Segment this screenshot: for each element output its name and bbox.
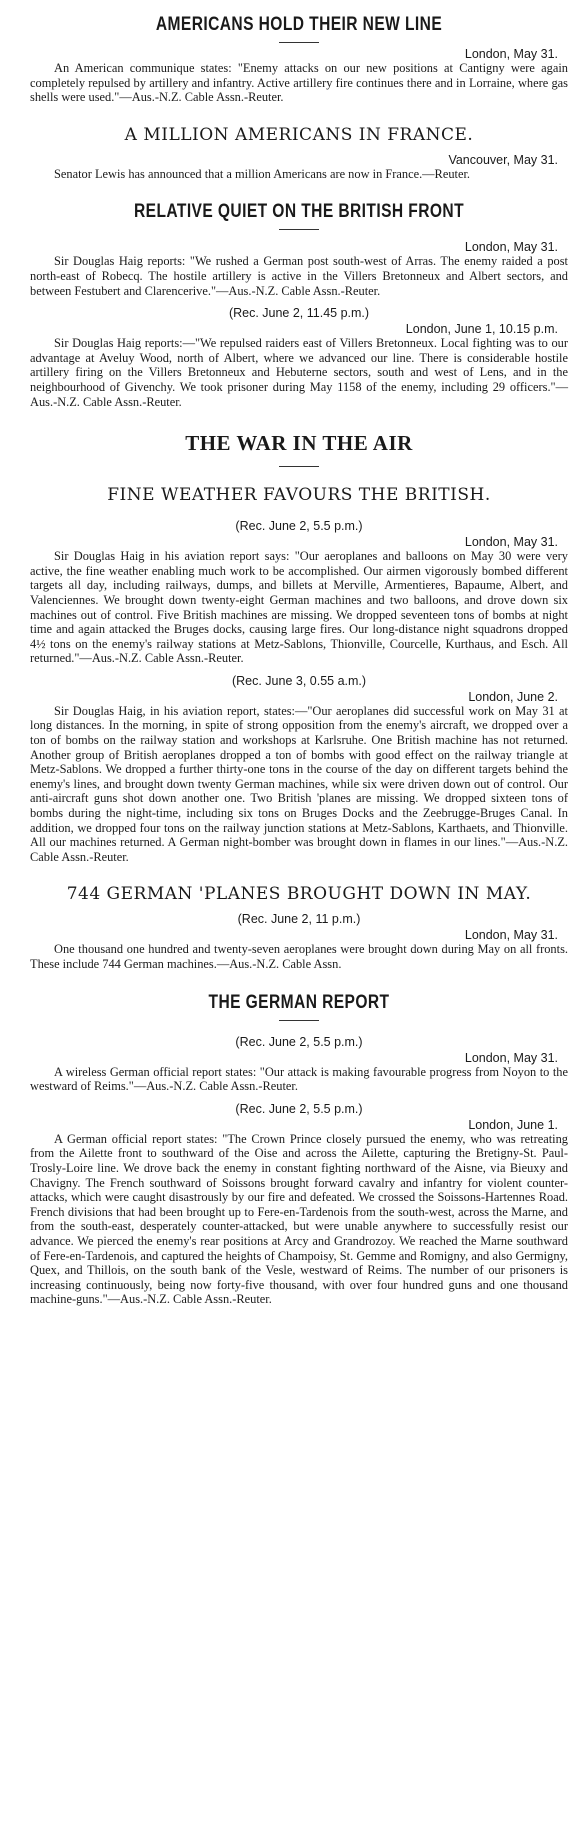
dateline: London, May 31. bbox=[464, 928, 558, 943]
article-million-americans bbox=[30, 105, 568, 182]
received-note: (Rec. June 2, 5.5 p.m.) bbox=[235, 1034, 363, 1049]
article-german-report bbox=[30, 972, 568, 1307]
article-british-front bbox=[30, 181, 568, 409]
dateline: Vancouver, May 31. bbox=[448, 152, 558, 167]
article-body: Sir Douglas Haig reports: "We rushed a German post south-west of Arras. The enemy raided a post north-east of Robecq. The hostile artillery is active in the Villers Bretonneux and Albert sectors, and between Festubert and Clarencerive."—Aus.-N.Z. Cable Assn.-Reuter. bbox=[30, 254, 568, 298]
headline: FINE WEATHER FAVOURS THE BRITISH. bbox=[107, 485, 491, 506]
article-body: A German official report states: "The Crown Prince closely pursued the enemy, who was retreating from the Ailette front to southward of the Oise and across the Ailette, capturing the Bretigny-St. Paul-Trosly-Loire line. We drove back the enemy in constant fighting northward of the Aisne, via Bieuxy and Chavigny. The French southward of Soissons brought forward cavalry and infantry for violent counter-attacks, which were caught disastrously by our fire and defeated. We crossed the Soissons-Hartennes Road. French divisions that had been brought up to Fere-en-Tardenois from the south-west, across the Marne, and from the south-east, desperately counter-attacked, but were unable anywhere to successfully resist our advance. We pierced the enemy's rear positions at Arcy and Grandrozoy. We reached the Marne southward of Fere-en-Tardenois, and captured the heights of Champoisy, St. Gemme and Romigny, and also Germigny, Quex, and Thillois, on the south bank of the Vesle, westward of Reims. The number of our prisoners is increasing continuously, being now forty-five thousand, with over four hundred guns and one thousand machine-guns."—Aus.-N.Z. Cable Assn.-Reuter. bbox=[30, 1131, 568, 1307]
dateline: London, May 31. bbox=[464, 535, 558, 550]
article-body: A wireless German official report states: "Our attack is making favourable progress from Noyon to the westward of Reims."—Aus.-N.Z. Cable Assn.-Reuter. bbox=[30, 1064, 568, 1094]
headline: RELATIVE QUIET ON THE BRITISH FRONT bbox=[134, 201, 464, 223]
divider bbox=[279, 1020, 319, 1021]
article-fine-weather bbox=[30, 471, 568, 864]
dateline: London, May 31. bbox=[464, 47, 558, 61]
dateline: London, June 1, 10.15 p.m. bbox=[405, 322, 558, 337]
dateline: London, June 2. bbox=[468, 689, 558, 704]
article-body: An American communique states: "Enemy attacks on our new positions at Cantigny were again completely repulsed by artillery and infantry. Active artillery fire continues there and in Lorraine, where gas shells were used."—Aus.-N.Z. Cable Assn.-Reuter. bbox=[30, 61, 568, 105]
headline: AMERICANS HOLD THEIR NEW LINE bbox=[155, 14, 443, 35]
received-note: (Rec. June 2, 11 p.m.) bbox=[237, 912, 361, 927]
article-body: Sir Douglas Haig, in his aviation report, states:—"Our aeroplanes did successful work on May 31 at long distances. In the morning, in spite of strong opposition from the enemy's aircraft, we dropped over a ton of bombs on the railway station and workshops at Karlsruhe. One British machine has not returned. Another group of British aeroplanes dropped a ton of bombs with good effect on the railway triangle at Metz-Sablons. We dropped a further thirty-one tons in the course of the day on different targets behind the enemy's lines, and brought down twenty German machines, while six were driven down out of control. Our anti-aircraft guns shot down another one. Two British 'planes are missing. We dropped sixteen tons of bombs during the night-time, including six tons on Bruges Docks and the Zeebrugge-Bruges Canal. In addition, we dropped four tons on the railway junction stations at Metz-Sablons, Karthaets, and Thionville. All our machines returned. A German night-bomber was brought down in flames in our lines."—Aus.-N.Z. Cable Assn.-Reuter. bbox=[30, 703, 568, 864]
headline: A MILLION AMERICANS IN FRANCE. bbox=[124, 124, 474, 145]
dateline: London, May 31. bbox=[464, 240, 558, 255]
news-column bbox=[30, 0, 568, 1307]
divider bbox=[279, 466, 319, 467]
article-744-planes bbox=[30, 864, 568, 971]
headline: 744 GERMAN 'PLANES BROUGHT DOWN IN MAY. bbox=[66, 884, 532, 905]
received-note: (Rec. June 2, 11.45 p.m.) bbox=[228, 306, 370, 321]
article-body: Sir Douglas Haig in his aviation report says: "Our aeroplanes and balloons on May 30 were very active, the fine weather enabling much work to be accomplished. Our airmen vigorously bombed different targets all day, including railways, dumps, and billets at Merville, Armentieres, Bapaume, Albert, and Valenciennes. We brought down twenty-eight German machines and two balloons, and drove down six machines out of control. Five British machines are missing. We dropped seventeen tons of bombs at night time and again attacked the Bruges docks, causing large fires. Our long-distance night squadrons dropped 4½ tons on the enemy's railway stations at Metz-Sablons, Thionville, Courcelle, Kurthaus, and Esch. All returned."—Aus.-N.Z. Cable Assn.-Reuter. bbox=[30, 549, 568, 666]
received-note: (Rec. June 2, 5.5 p.m.) bbox=[235, 519, 363, 534]
section-title: THE WAR IN THE AIR bbox=[185, 431, 413, 456]
divider bbox=[279, 229, 319, 230]
article-body: Sir Douglas Haig reports:—"We repulsed raiders east of Villers Bretonneux. Local fighting was to our advantage at Aveluy Wood, north of Albert, where we advanced our line. There is considerable hostile artillery firing on the Villers Bretonneux and Hebuterne sectors, south and west of Lens, and in the neighbourhood of Givenchy. We took prisoner during May 1158 of the enemy, including 29 officers."—Aus.-N.Z. Cable Assn.-Reuter. bbox=[30, 336, 568, 409]
dateline: London, June 1. bbox=[468, 1117, 558, 1132]
received-note: (Rec. June 2, 5.5 p.m.) bbox=[235, 1101, 363, 1116]
dateline: London, May 31. bbox=[464, 1050, 558, 1065]
section-war-in-air bbox=[30, 409, 568, 467]
divider bbox=[279, 42, 319, 43]
article-body: Senator Lewis has announced that a million Americans are now in France.—Reuter. bbox=[54, 166, 470, 181]
article-body: One thousand one hundred and twenty-seven aeroplanes were brought down during May on all fronts. These include 744 German machines.—Aus.-N.Z. Cable Assn. bbox=[30, 942, 568, 971]
article-americans-hold bbox=[30, 0, 568, 105]
received-note: (Rec. June 3, 0.55 a.m.) bbox=[231, 673, 367, 688]
headline: THE GERMAN REPORT bbox=[208, 991, 390, 1013]
